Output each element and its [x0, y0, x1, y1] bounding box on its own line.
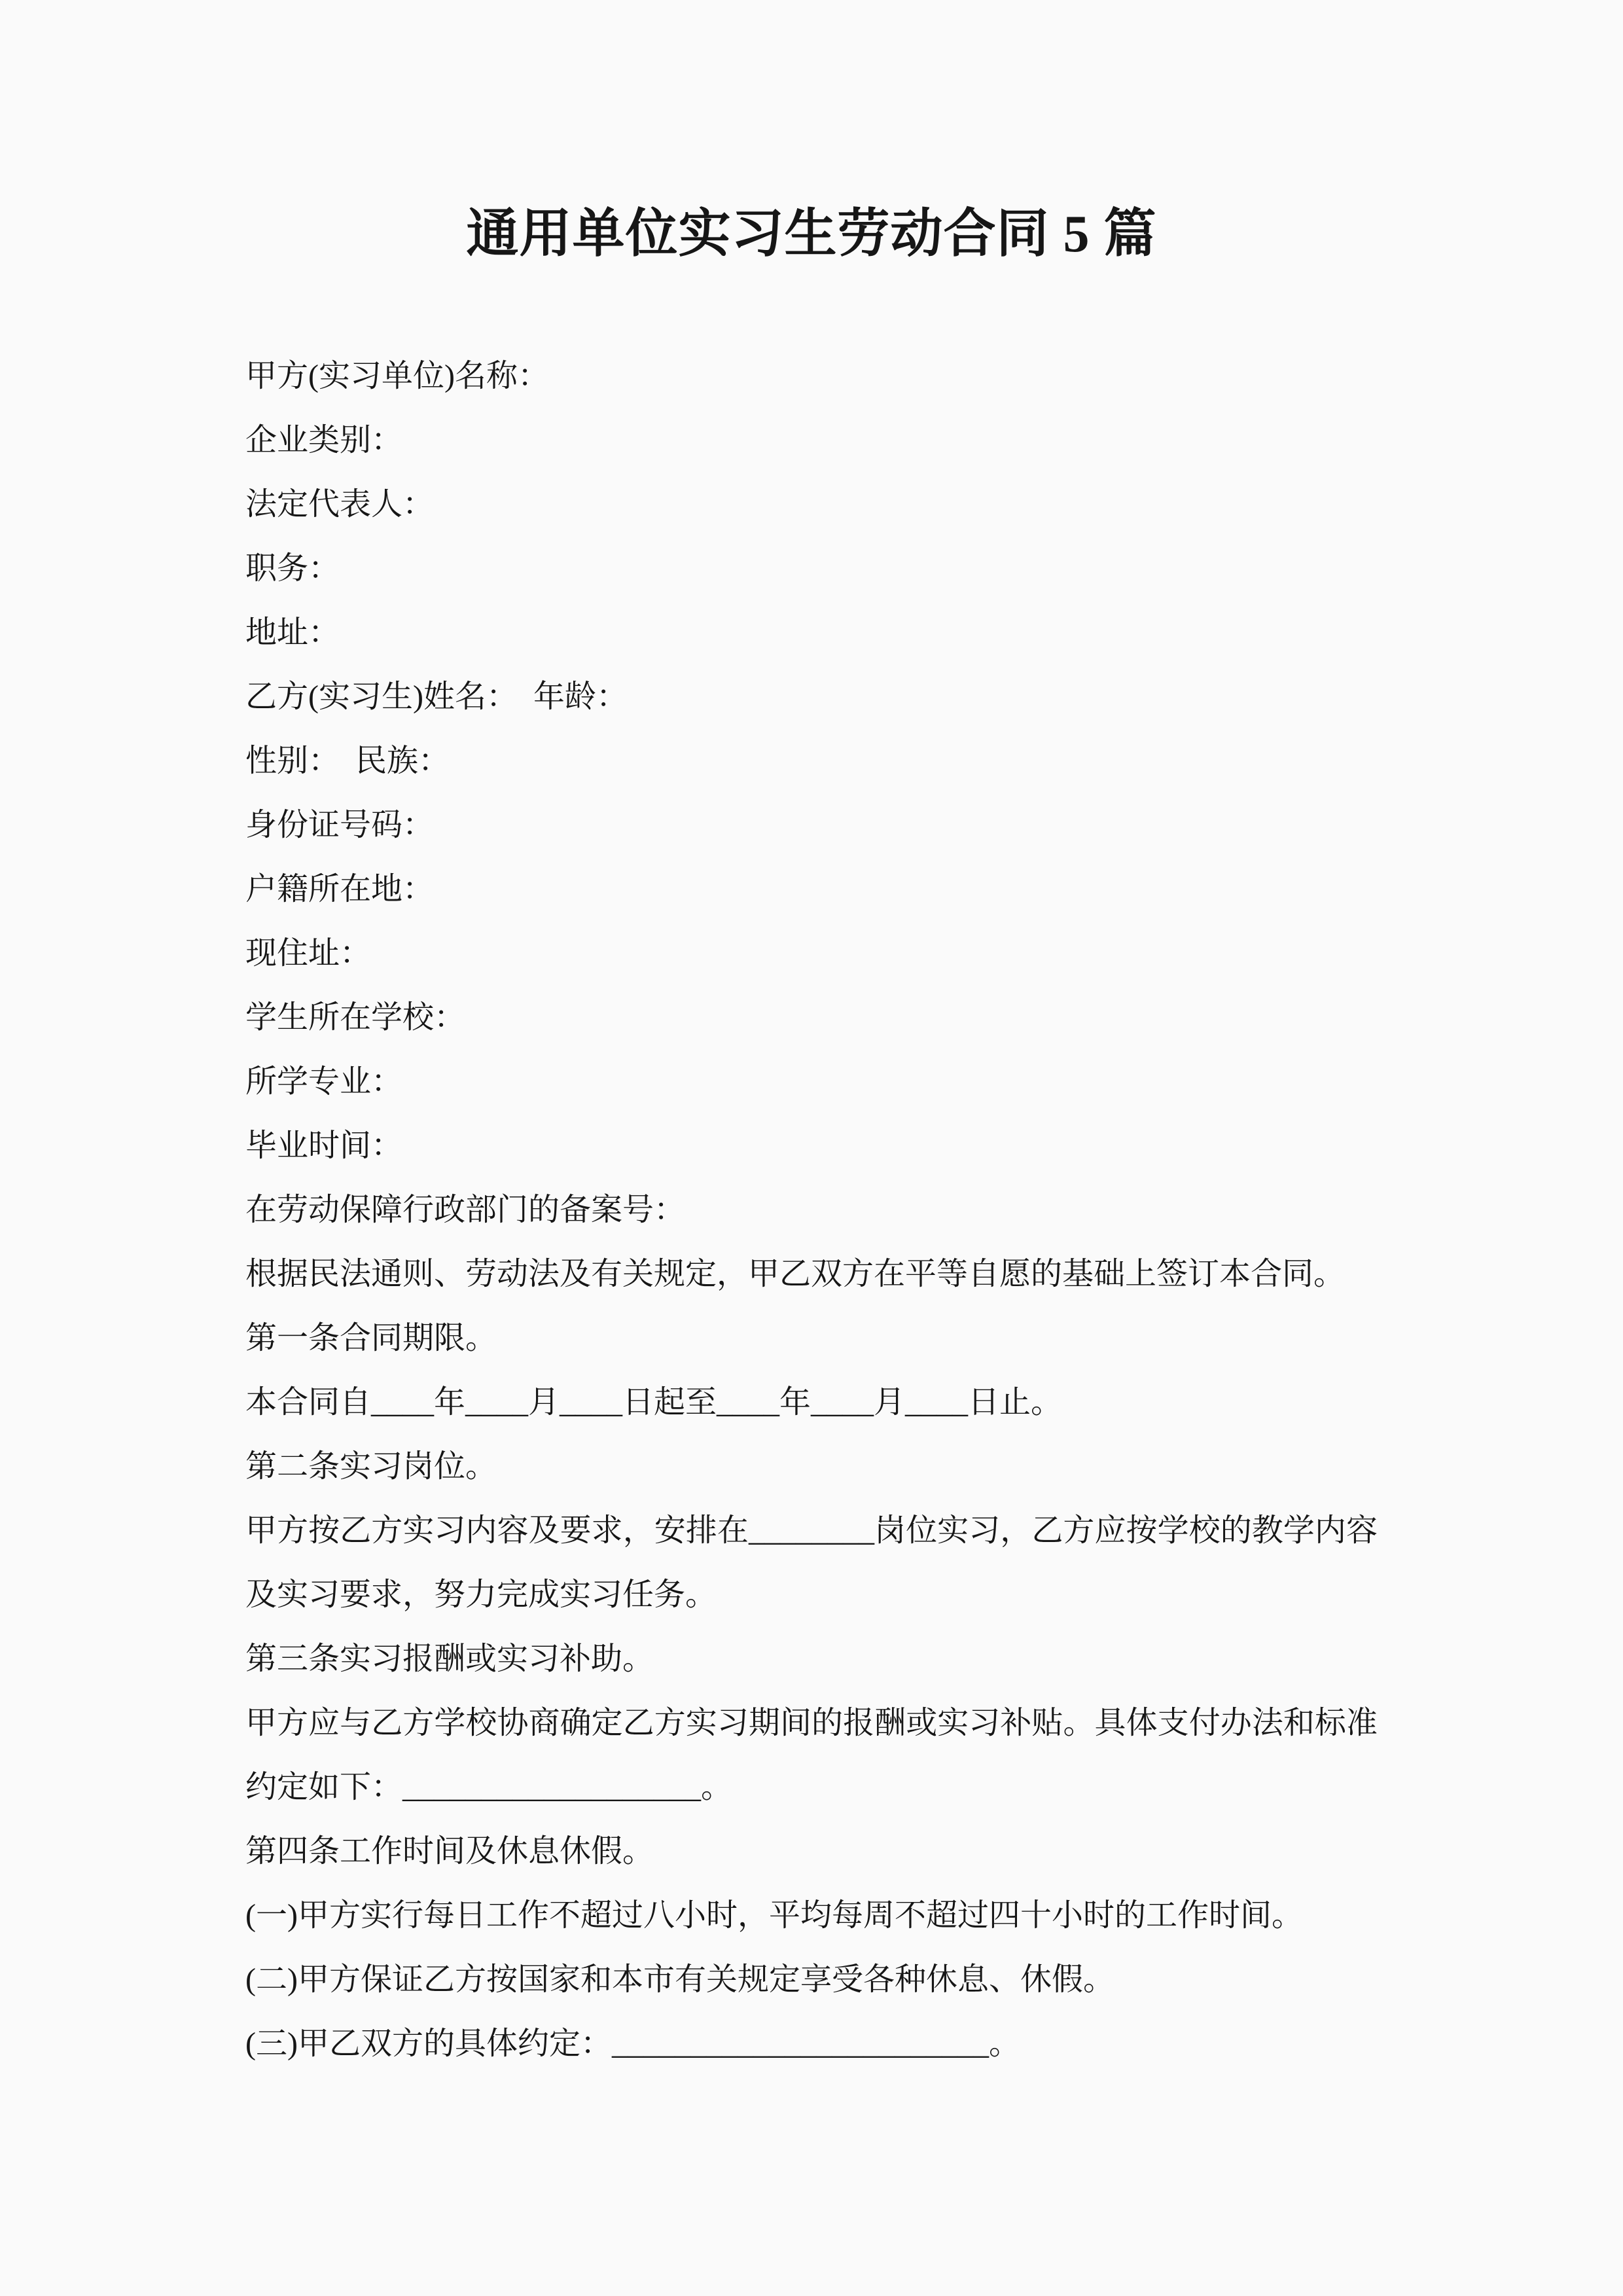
- contract-line: 在劳动保障行政部门的备案号：: [245, 1193, 686, 1227]
- document-title: 通用单位实习生劳动合同 5 篇: [466, 206, 1157, 263]
- contract-line: 毕业时间：: [245, 1128, 403, 1163]
- contract-line: 第一条合同期限。: [245, 1321, 497, 1355]
- contract-line: 现住址：: [245, 936, 372, 971]
- contract-line: (三)甲乙双方的具体约定：________________________。: [245, 2026, 1020, 2061]
- contract-line: 企业类别：: [245, 423, 403, 457]
- contract-line: 甲方按乙方实习内容及要求，安排在________岗位实习，乙方应按学校的教学内容及实习要求，努力完成实习任务。: [245, 1513, 1378, 1612]
- contract-line: 学生所在学校：: [245, 1000, 466, 1035]
- contract-line: (一)甲方实行每日工作不超过八小时，平均每周不超过四十小时的工作时间。: [245, 1898, 1303, 1933]
- contract-line: 第四条工作时间及休息休假。: [245, 1834, 654, 1869]
- contract-line: 第三条实习报酬或实习补助。: [245, 1641, 654, 1676]
- contract-line: 第二条实习岗位。: [245, 1449, 497, 1484]
- contract-line: 性别： 民族：: [245, 744, 450, 778]
- contract-line: 根据民法通则、劳动法及有关规定，甲乙双方在平等自愿的基础上签订本合同。: [245, 1257, 1346, 1291]
- contract-line: 所学专业：: [245, 1064, 403, 1099]
- contract-body: [245, 344, 1378, 2076]
- contract-line: (二)甲方保证乙方按国家和本市有关规定享受各种休息、休假。: [245, 1962, 1115, 1997]
- contract-line: 户籍所在地：: [245, 872, 435, 906]
- contract-line: 甲方(实习单位)名称：: [245, 359, 549, 393]
- contract-line: 乙方(实习生)姓名： 年龄：: [245, 679, 628, 714]
- contract-line: 身份证号码：: [245, 808, 435, 842]
- contract-line: 甲方应与乙方学校协商确定乙方实习期间的报酬或实习补贴。具体支付办法和标准约定如下：___________________。: [245, 1706, 1378, 1804]
- contract-line: 地址：: [245, 615, 340, 650]
- contract-line: 职务：: [245, 551, 340, 586]
- contract-line: 法定代表人：: [245, 487, 435, 522]
- contract-line: 本合同自____年____月____日起至____年____月____日止。: [245, 1385, 1063, 1420]
